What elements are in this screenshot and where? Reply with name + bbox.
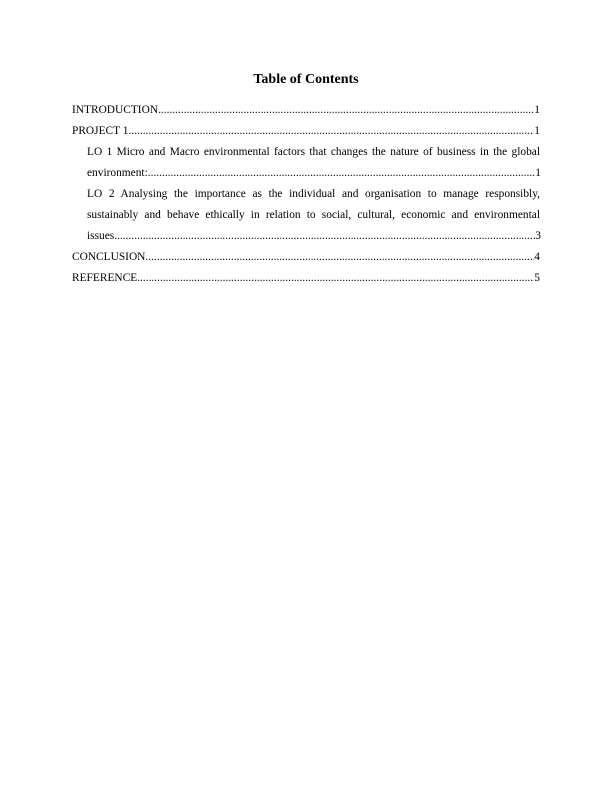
dot-leader xyxy=(145,247,534,268)
toc-entry-last-line xyxy=(72,163,541,184)
toc-entry-reference[interactable] xyxy=(72,268,540,289)
dot-leader xyxy=(128,121,534,142)
toc-entry-text-line: sustainably and behave ethically in relation to social, cultural, economic and environmental xyxy=(87,209,540,221)
dot-leader xyxy=(114,226,535,247)
toc-entry-conclusion[interactable] xyxy=(72,247,540,268)
toc-entry-label: issues xyxy=(87,230,115,242)
dot-leader xyxy=(137,268,534,289)
toc-entry-text-line: LO 2 Analysing the importance as the individual and organisation to manage responsibly, xyxy=(87,188,540,200)
dot-leader xyxy=(148,163,536,184)
toc-page-number: 1 xyxy=(535,167,541,179)
toc-entry-text-line: LO 1 Micro and Macro environmental factors that changes the nature of business in the global xyxy=(87,146,540,158)
toc-entry-last-line xyxy=(72,226,541,247)
toc-entry-lo1[interactable] xyxy=(72,142,540,184)
dot-leader xyxy=(158,100,534,121)
toc-entry-label: environment: xyxy=(87,167,148,179)
toc-entry-project-1[interactable] xyxy=(72,121,540,142)
toc-page-number: 4 xyxy=(534,251,540,263)
toc-entry-label: PROJECT 1 xyxy=(72,125,129,137)
toc-page-number: 1 xyxy=(534,125,540,137)
toc-entry-lo2[interactable] xyxy=(72,184,540,247)
toc-title: Table of Contents xyxy=(253,72,359,87)
toc-entry-label: REFERENCE xyxy=(72,272,138,284)
toc-page-number: 5 xyxy=(534,272,540,284)
table-of-contents xyxy=(72,100,540,289)
toc-page-number: 1 xyxy=(534,104,540,116)
toc-entry-introduction[interactable] xyxy=(72,100,540,121)
toc-entry-label: INTRODUCTION xyxy=(72,104,159,116)
toc-page-number: 3 xyxy=(535,230,541,242)
toc-entry-label: CONCLUSION xyxy=(72,251,146,263)
